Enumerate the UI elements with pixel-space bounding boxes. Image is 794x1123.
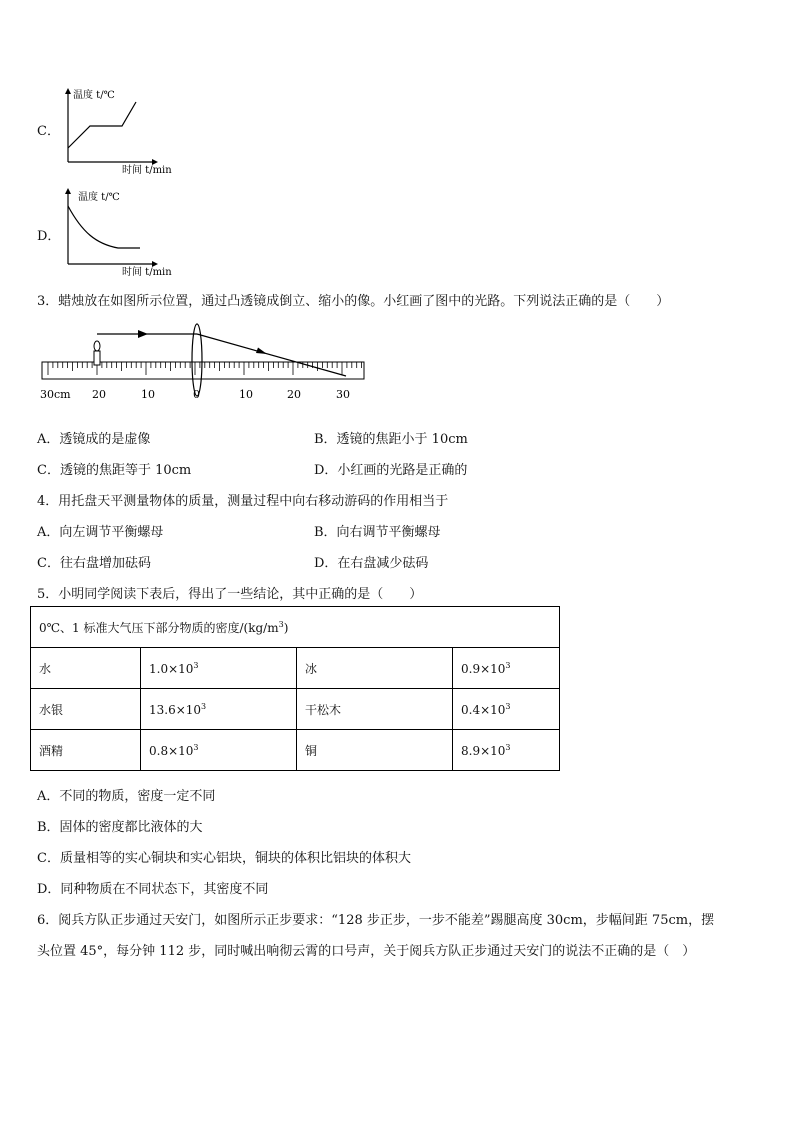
substance-name: 水 <box>31 648 141 689</box>
ruler-label: 10 <box>239 388 253 401</box>
q6-stem-line-1: 6．阅兵方队正步通过天安门，如图所示正步要求：“128 步正步，一步不能差”踢腿高度 30cm，步幅间距 75cm，摆 <box>37 913 715 928</box>
ruler-label: 30cm <box>40 388 71 401</box>
lens-ruler-diagram <box>38 318 374 408</box>
table-title: 0℃、1 标准大气压下部分物质的密度$/(kg/m^3)$ <box>31 607 560 648</box>
density-value: $13.6\times 10^3$ <box>141 689 297 730</box>
ruler-label: 20 <box>92 388 106 401</box>
table-row <box>31 689 560 730</box>
ruler-label: 30 <box>336 388 350 401</box>
q4-option-c[interactable]: C．往右盘增加砝码 <box>37 556 151 571</box>
ruler-label: 0 <box>193 388 200 401</box>
q5-option-c[interactable]: C．质量相等的实心铜块和实心铝块，铜块的体积比铝块的体积大 <box>37 851 411 866</box>
q5-option-a[interactable]: A．不同的物质，密度一定不同 <box>37 789 216 804</box>
ruler-label: 20 <box>287 388 301 401</box>
q5-option-d[interactable]: D．同种物质在不同状态下，其密度不同 <box>37 882 269 897</box>
substance-name: 铜 <box>297 730 453 771</box>
q4-option-b[interactable]: B．向右调节平衡螺母 <box>314 525 441 540</box>
q6-stem-line-2: 头位置 45°，每分钟 112 步，同时喊出响彻云霄的口号声，关于阅兵方队正步通过天安门的说法不正确的是（ ） <box>37 944 696 959</box>
table-title-row <box>31 607 560 648</box>
option-c-label[interactable]: C． <box>37 124 60 139</box>
table-row <box>31 648 560 689</box>
graph-d-xlabel: 时间 t/min <box>122 267 172 278</box>
q3-option-b[interactable]: B．透镜的焦距小于 10cm <box>314 432 468 447</box>
density-value: $1.0\times 10^3$ <box>141 648 297 689</box>
density-value: $8.9\times 10^3$ <box>453 730 560 771</box>
graph-c-ylabel: 温度 t/℃ <box>73 90 115 101</box>
density-table <box>30 606 560 771</box>
table-row <box>31 730 560 771</box>
temperature-graph-d <box>60 188 190 284</box>
q4-option-d[interactable]: D．在右盘减少砝码 <box>314 556 429 571</box>
density-value: $0.4\times 10^3$ <box>453 689 560 730</box>
q3-option-a[interactable]: A．透镜成的是虚像 <box>37 432 151 447</box>
q3-option-c[interactable]: C．透镜的焦距等于 10cm <box>37 463 192 478</box>
q3-option-d[interactable]: D．小红画的光路是正确的 <box>314 463 468 478</box>
substance-name: 水银 <box>31 689 141 730</box>
q4-stem: 4．用托盘天平测量物体的质量，测量过程中向右移动游码的作用相当于 <box>37 494 449 509</box>
q3-stem: 3．蜡烛放在如图所示位置，通过凸透镜成倒立、缩小的像。小红画了图中的光路。下列说法正确的是（ ） <box>37 294 670 309</box>
option-d-label[interactable]: D． <box>37 229 61 244</box>
substance-name: 酒精 <box>31 730 141 771</box>
substance-name: 冰 <box>297 648 453 689</box>
ruler-label: 10 <box>141 388 155 401</box>
q5-stem: 5．小明同学阅读下表后，得出了一些结论，其中正确的是（ ） <box>37 587 423 602</box>
temperature-graph-c <box>60 86 190 182</box>
graph-c-xlabel: 时间 t/min <box>122 165 172 176</box>
q4-option-a[interactable]: A．向左调节平衡螺母 <box>37 525 164 540</box>
density-value: $0.8\times 10^3$ <box>141 730 297 771</box>
density-value: $0.9\times 10^3$ <box>453 648 560 689</box>
q5-option-b[interactable]: B．固体的密度都比液体的大 <box>37 820 203 835</box>
substance-name: 干松木 <box>297 689 453 730</box>
graph-d-ylabel: 温度 t/℃ <box>78 192 120 203</box>
